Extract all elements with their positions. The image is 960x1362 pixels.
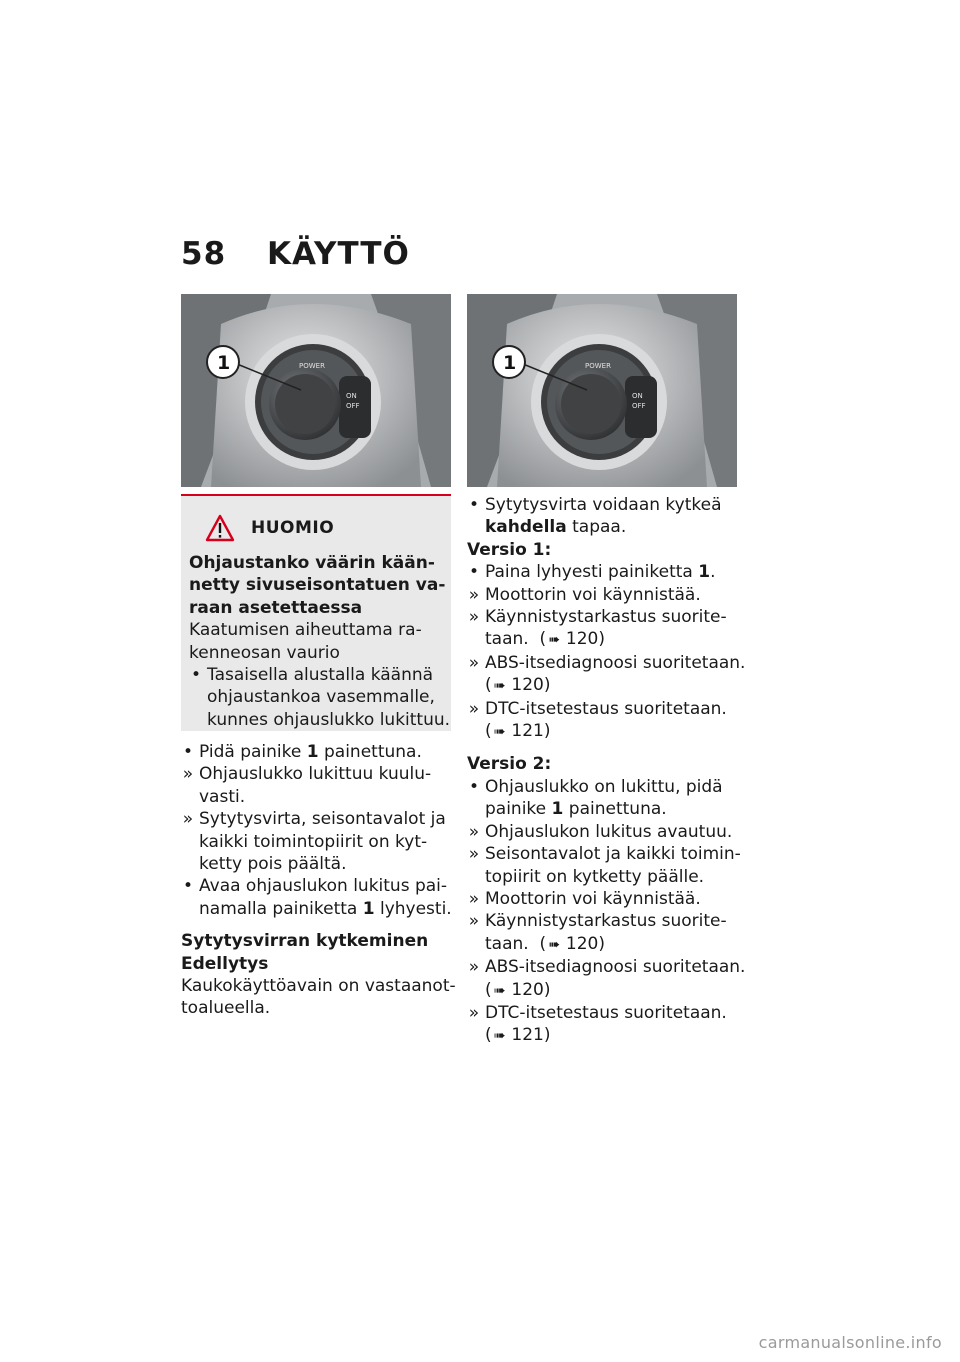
ref-arrow-icon: ➠ (548, 936, 560, 953)
prerequisite-text: Kaukokäyttöavain on vastaanot- toalueella. (181, 976, 456, 1019)
page-ref-link[interactable]: ( ➠ 121) (485, 721, 550, 741)
page-ref-link[interactable]: ( ➠ 120) (485, 980, 550, 1000)
ref-arrow-icon: ➠ (548, 632, 560, 649)
ring-on-label: ON (346, 392, 357, 400)
warning-triangle-icon (205, 514, 235, 542)
ref-arrow-icon: ➠ (493, 678, 506, 695)
v2-result-dtc: » DTC-itsetestaus suoritetaan. ( ➠ 121) (467, 1002, 747, 1048)
version-1-title: Versio 1: (467, 539, 552, 560)
chapter-title: KÄYTTÖ (267, 236, 410, 272)
right-column (467, 494, 747, 1048)
v1-result-engine: » Moottorin voi käynnistää. (468, 584, 701, 605)
v1-result-dtc: » DTC-itsetestaus suoritetaan. ( ➠ 121) (467, 698, 747, 744)
ref-arrow-icon: ➠ (493, 982, 506, 999)
v1-step: • Paina lyhyesti painiketta 1. (468, 562, 716, 583)
bullet-marker: • (190, 665, 202, 686)
page-ref-link[interactable]: ( ➠ 120) (540, 629, 605, 649)
callout-1: 1 (217, 352, 231, 374)
result-steering-lock: » Ohjauslukko lukittuu kuulu- vasti. (182, 764, 432, 807)
v2-result-check: » Käynnistystarkastus suorite- taan. ( ➠ 120) (467, 910, 747, 956)
notice-title: HUOMIO (251, 518, 335, 538)
notice-body: Kaatumisen aiheuttama ra- kenneosan vaurio (189, 620, 422, 663)
result-ignition-off: » Sytytysvirta, seisontavalot ja kaikki toimintopiirit on kyt- ketty pois päältä. (182, 809, 446, 875)
page-ref-link[interactable]: ( ➠ 121) (485, 1025, 550, 1045)
intro-bullet: • Sytytysvirta voidaan kytkeä kahdella tapaa. (468, 495, 722, 538)
version-2-title: Versio 2: (467, 754, 552, 775)
section-title: Sytytysvirran kytkeminen (181, 931, 429, 952)
step-press-button: • Pidä painike 1 painettuna. (182, 742, 422, 762)
page-number: 58 (181, 236, 227, 272)
page-ref-link[interactable]: ( ➠ 120) (485, 675, 550, 695)
v2-result-lights: » Seisontavalot ja kaikki toimin- topiirit on kytketty päälle. (468, 844, 741, 887)
ref-arrow-icon: ➠ (493, 1028, 506, 1045)
v2-step: • Ohjauslukko on lukittu, pidä painike 1 painettuna. (468, 776, 723, 820)
ring-off-label: OFF (632, 402, 646, 410)
v1-result-abs: » ABS-itsediagnoosi suoritetaan. ( ➠ 120) (467, 652, 747, 698)
ring-off-label: OFF (346, 402, 360, 410)
page-ref-link[interactable]: ( ➠ 120) (540, 934, 605, 954)
callout-1: 1 (503, 352, 517, 374)
v2-result-unlock: » Ohjauslukon lukitus avautuu. (468, 821, 733, 842)
ref-arrow-icon: ➠ (493, 724, 506, 741)
step-unlock: • Avaa ohjauslukon lukitus pai- namalla painiketta 1 lyhyesti. (182, 876, 452, 919)
caution-notice (181, 494, 451, 731)
v2-result-abs: » ABS-itsediagnoosi suoritetaan. ( ➠ 120) (467, 956, 747, 1002)
v2-result-engine: » Moottorin voi käynnistää. (468, 888, 701, 909)
notice-heading: Ohjaustanko väärin kään- netty sivuseisontatuen va- raan asetettaessa (189, 553, 446, 618)
subsection-title: Edellytys (181, 953, 269, 974)
page-header (181, 236, 410, 272)
ring-power-label: POWER (299, 362, 325, 370)
ignition-photo-right (467, 294, 737, 487)
notice-bullet: • Tasaisella alustalla käännä ohjaustankoa vasemmalle, kunnes ohjauslukko lukittuu. (190, 665, 451, 730)
ignition-photo-left (181, 294, 451, 487)
ring-on-label: ON (632, 392, 643, 400)
v1-result-check: » Käynnistystarkastus suorite- taan. ( ➠ 120) (467, 606, 747, 652)
ring-power-label: POWER (585, 362, 611, 370)
left-column (181, 741, 456, 1020)
watermark-text: carmanualsonline.info (758, 1333, 942, 1352)
